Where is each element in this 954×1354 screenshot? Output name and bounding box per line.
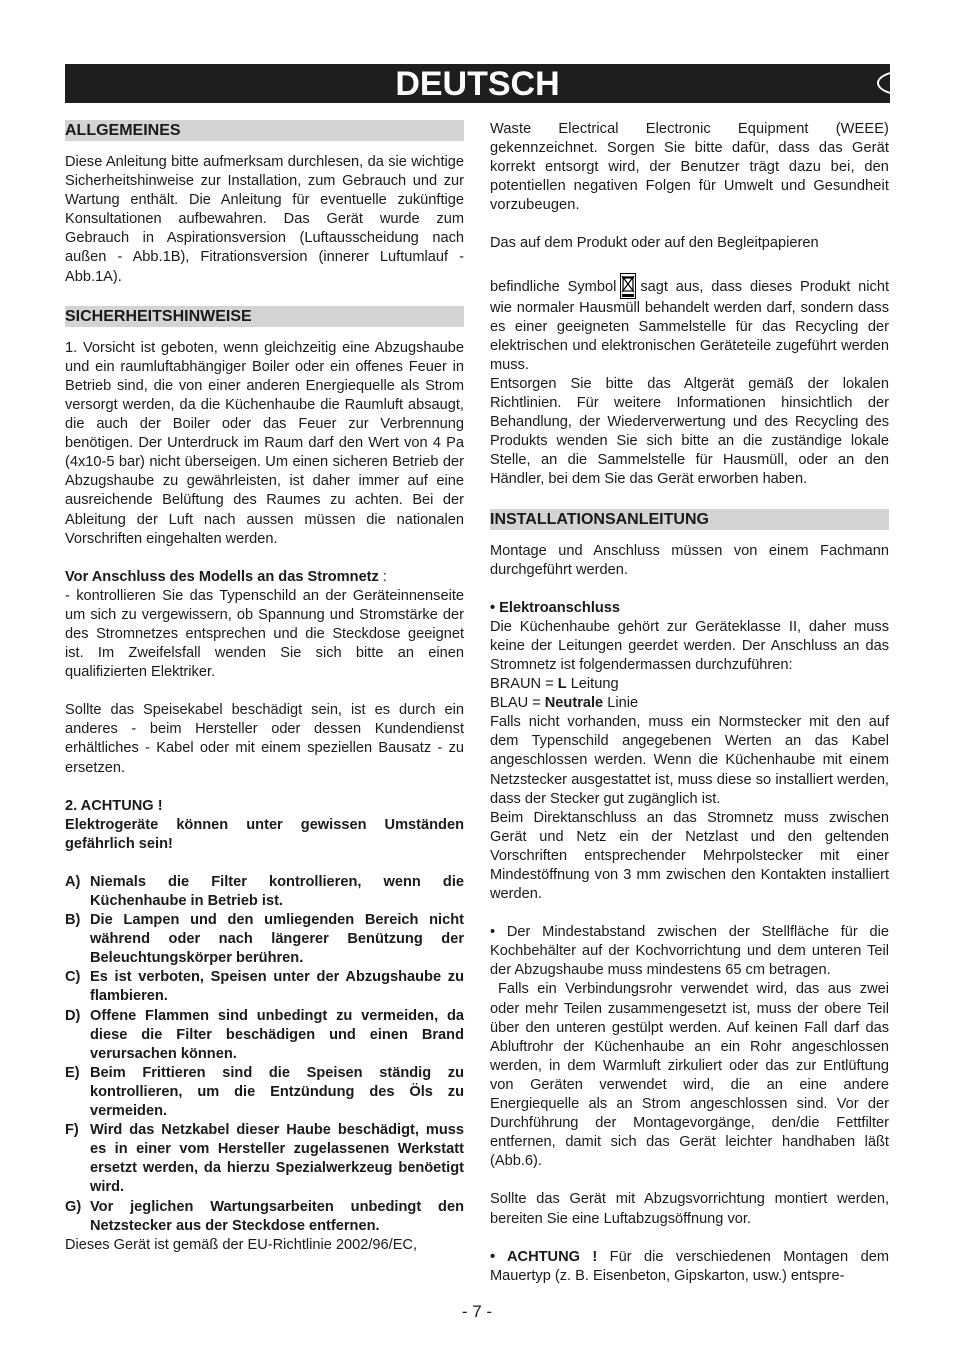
list-item-text: Wird das Netzkabel dieser Haube beschädigt, muss es in einer vom Hersteller zugelassenen Werkstatt ersetzt werden, da hierzu Spezialwerkzeug benöetigt wird. (90, 1122, 464, 1196)
section-heading-sicherheitshinweise: SICHERHEITSHINWEISE (65, 306, 464, 327)
right-column (490, 120, 889, 1286)
list-item-text: Es ist verboten, Speisen unter der Abzugshaube zu flambieren. (90, 969, 464, 1005)
paragraph: Waste Electrical Electronic Equipment (WEEE) gekennzeichnet. Sorgen Sie bitte dafür, dass das Gerät korrekt entsorgt wird, der Benutzer trägt dazu bei, den potentiellen negativen Folgen für Umwelt und Gesundheit vorzubeugen. (490, 121, 889, 214)
list-item-text: Vor jeglichen Wartungsarbeiten unbedingt den Netzstecker aus der Steckdose entfernen. (90, 1198, 464, 1234)
bold-lead: • ACHTUNG ! (490, 1248, 598, 1265)
bold-lead: Vor Anschluss des Modells an das Stromnetz (65, 568, 379, 585)
paragraph: Beim Direktanschluss an das Stromnetz muss zwischen Gerät und Netz ein der Netzlast und den geltenden Vorschriften entsprechender Mehrpolstecker mit einer Mindestöffnung von 3 mm zwischen den Kontakten installiert werden. (490, 809, 889, 903)
text-fragment: befindliche Symbol (490, 278, 617, 295)
subheading-elektroanschluss: • Elektroanschluss (490, 599, 621, 616)
warning-list-item (65, 1064, 464, 1121)
section-heading-installationsanleitung: INSTALLATIONSANLEITUNG (490, 509, 889, 530)
paragraph: Dieses Gerät ist gemäß der EU-Richtlinie 2002/96/EC, (65, 1236, 418, 1253)
text-fragment: BLAU = (490, 695, 545, 712)
warning-list-item (65, 1007, 464, 1064)
list-item-label: B) (65, 912, 81, 929)
colon: : (378, 568, 387, 585)
paragraph (490, 273, 889, 375)
list-item-text: Die Lampen und den umliegenden Bereich nicht während oder nach längerer Benützung der Beleuchtungskörper berühren. (90, 912, 464, 967)
warning-list-item (65, 968, 464, 1006)
paragraph: Falls ein Verbindungsrohr verwendet wird, das aus zwei oder mehr Teilen zusammengesetzt ist, muss der obere Teil über den unteren gestülpt werden. Auf keinen Fall darf das Abluftrohr der Küchenhaube an ein Rohr angeschlossen werden, in dem Warmluft zirkuliert oder das zur Entlüftung von Geräten verwendet wird, die an eine andere Energiequelle als an Strom angeschlossen sind. Vor der Durchführung der Montagevorgänge, den/die Fettfilter entfernen, damit sich das Gerät leichter handhaben läßt (Abb.6). (490, 981, 889, 1170)
list-item-text: Offene Flammen sind unbedingt zu vermeiden, da diese die Filter beschädigen und einen Brand verursachen können. (90, 1007, 464, 1062)
list-item-label: G) (65, 1198, 82, 1215)
language-banner (65, 64, 913, 103)
paragraph: • Der Mindestabstand zwischen der Stellfläche für die Kochbehälter auf der Kochvorrichtung und dem unteren Teil der Abzugshaube muss mindestens 65 cm betragen. (490, 924, 889, 979)
text-fragment: Für die verschiedenen Montagen dem Mauertyp (z. B. Eisenbeton, Gipskarton, usw.) entspre- (490, 1248, 889, 1284)
paragraph: - kontrollieren Sie das Typenschild an der Geräteinnenseite um sich zu vergewissern, ob Spannung und Stromstärke der des Stromnetzes entsprechen und die Steckdose geeignet ist. Im Zweifelsfall wenden Sie sich bitte an einen qualifizierten Elektriker. (65, 587, 464, 681)
paragraph: Montage und Anschluss müssen von einem Fachmann durchgeführt werden. (490, 542, 889, 578)
list-item-label: F) (65, 1122, 79, 1139)
paragraph: Entsorgen Sie bitte das Altgerät gemäß der lokalen Richtlinien. Für weitere Informationen hinsichtlich der Behandlung, der Wiederverwertung und des Recycling des Produkts wenden Sie sich bitte an die zuständige lokale Stelle, an die Sammelstelle für Hausmüll, oder an den Händler, bei dem Sie das Gerät erworben haben. (490, 375, 889, 488)
text-fragment: BRAUN = (490, 676, 558, 693)
paragraph: Sollte das Speisekabel beschädigt sein, ist es durch ein anderes - beim Hersteller oder dessen Kundendienst erhältliches - Kabel oder mit einem speziellen Bausatz - zu ersetzen. (65, 702, 464, 776)
warning-subtitle: Elektrogeräte können unter gewissen Umständen gefährlich sein! (65, 816, 464, 852)
page-number: - 7 - (461, 1302, 493, 1321)
language-badge: D (877, 70, 935, 96)
warning-title: 2. ACHTUNG ! (65, 797, 163, 814)
paragraph: Falls nicht vorhanden, muss ein Normstecker mit den auf dem Typenschild angegebenen Werten an das Kabel angeschlossen werden. Wenn die Küchenhaube mit einem Netzstecker ausgestattet ist, muss diese so installiert werden, dass der Stecker gut zugänglich ist. (490, 714, 889, 807)
left-column (65, 120, 464, 1255)
paragraph: Diese Anleitung bitte aufmerksam durchlesen, da sie wichtige Sicherheitshinweise zur Installation, zum Gebrauch und zur Wartung enthält. Die Anleitung für eventuelle zukünftige Konsultationen aufbewahren. Das Gerät wurde zum Gebrauch in Aspirationsversion (Luftausscheidung nach außen - Abb.1B), Fitrationsversion (innerer Luftumlauf - Abb.1A). (65, 154, 464, 285)
warning-list-item (65, 911, 464, 968)
list-item-label: E) (65, 1064, 80, 1081)
warning-list-item (65, 1198, 464, 1236)
list-item-label: D) (65, 1007, 81, 1024)
warning-list-item (65, 1121, 464, 1197)
list-item-text: Beim Frittieren sind die Speisen ständig zu kontrollieren, um die Entzündung des Öls zu vermeiden. (90, 1064, 464, 1120)
paragraph (490, 1248, 889, 1286)
wire-blue (490, 694, 889, 713)
text-fragment: Leitung (566, 676, 619, 693)
paragraph: Die Küchenhaube gehört zur Geräteklasse II, daher muss keine der Leitungen geerdet werden. Der Anschluss an das Stromnetz ist folgendermassen durchzuführen: (490, 618, 889, 673)
list-item-label: A) (65, 873, 81, 890)
paragraph (65, 568, 464, 587)
paragraph: 1. Vorsicht ist geboten, wenn gleichzeitig eine Abzugshaube und ein raumluftabhängiger Boiler oder ein offenes Feuer in Betrieb sind, die von einer anderen Energiequelle als Strom versorgt werden, da die Küchenhaube die Raumluft absaugt, die auch der Boiler oder das Feuer zur Verbrennung benötigen. Der Unterdruck im Raum darf den Wert von 4 Pa (4x10-5 bar) nicht überseigen. Um einen sicheren Betrieb der Abzugshaube zu gewährleisten, ist daher immer auf eine ausreichende Belüftung des Raumes zu achten. Bei der Ableitung der Luft nach aussen müssen die nationalen Vorschriften eingehalten werden. (65, 339, 464, 547)
wire-brown (490, 675, 889, 694)
list-item-label: C) (65, 969, 81, 986)
warning-list (65, 873, 464, 1236)
paragraph: Sollte das Gerät mit Abzugsvorrichtung montiert werden, bereiten Sie eine Luftabzugsöffnung vor. (490, 1191, 889, 1227)
text-fragment: Neutrale (544, 695, 604, 712)
warning-list-item (65, 873, 464, 911)
paragraph: Das auf dem Produkt oder auf den Begleitpapieren (490, 235, 819, 252)
weee-bin-icon (620, 273, 636, 299)
text-fragment: L (557, 676, 567, 693)
text-fragment: Linie (603, 695, 639, 712)
text-fragment: sagt aus, dass dieses Produkt nicht wie normaler Hausmüll behandelt werden darf, sondern dass es einer geeigneten Sammelstelle für das Recycling der elektrischen und elektronischen Geräteteile zugeführt werden muss. (490, 278, 890, 373)
page-title: DEUTSCH (395, 65, 560, 103)
list-item-text: Niemals die Filter kontrollieren, wenn die Küchenhaube in Betrieb ist. (90, 873, 464, 909)
section-heading-allgemeines: ALLGEMEINES (65, 120, 464, 141)
